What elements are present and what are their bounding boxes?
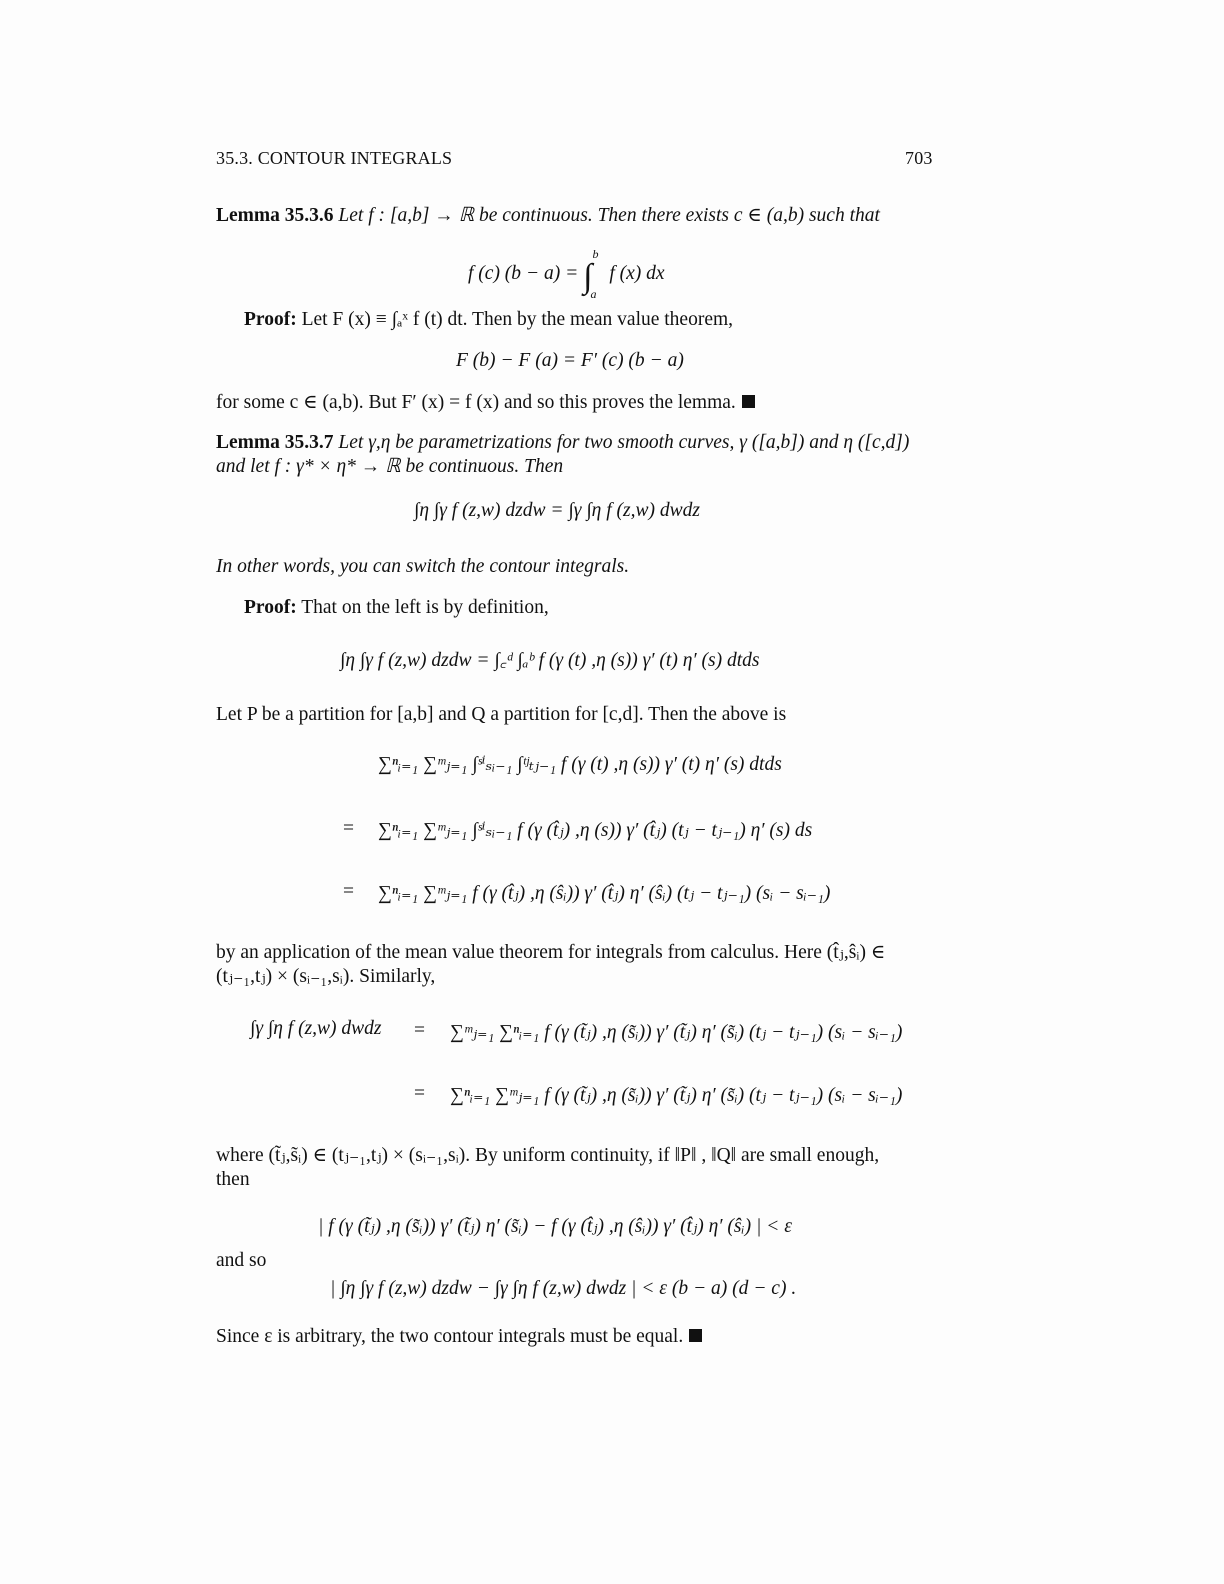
- lemma-2-label: Lemma 35.3.7: [216, 432, 334, 453]
- switched-integral-lhs: ∫γ ∫η f (z,w) dwdz: [250, 1018, 382, 1039]
- lemma-2-statement-line2: and let f : γ* × η* → ℝ be continuous. Then: [216, 456, 564, 477]
- mean-value-text-line2: (tⱼ₋₁,tⱼ) × (sᵢ₋₁,sᵢ). Similarly,: [216, 966, 436, 987]
- page-number: 703: [905, 148, 933, 168]
- proof-1-equation: F (b) − F (a) = F′ (c) (b − a): [456, 350, 684, 371]
- integral-symbol: ∫: [583, 258, 593, 295]
- lemma-2-remark: In other words, you can switch the contour integrals.: [216, 556, 630, 577]
- proof-2-conclusion-text: Since ε is arbitrary, the two contour integrals must be equal.: [216, 1326, 684, 1347]
- proof-2-intro: [244, 596, 549, 620]
- lemma-1-eq-lhs: f (c) (b − a) =: [468, 263, 579, 284]
- proof-2-label: Proof:: [244, 597, 297, 618]
- equals-sign-2: =: [343, 818, 354, 839]
- qed-square-icon: [742, 395, 755, 408]
- proof-1-conclusion: [216, 391, 755, 415]
- lemma-2-equation: ∫η ∫γ f (z,w) dzdw = ∫γ ∫η f (z,w) dwdz: [414, 500, 700, 521]
- proof-1-label: Proof:: [244, 309, 297, 330]
- proof-1-conclusion-text: for some c ∈ (a,b). But F′ (x) = f (x) and so this proves the lemma.: [216, 392, 736, 413]
- mean-value-text-line1: by an application of the mean value theorem for integrals from calculus. Here (t̂ⱼ,ŝᵢ) ∈: [216, 942, 886, 963]
- proof-2-definition-equation: ∫η ∫γ f (z,w) dzdw = ∫꜀ᵈ ∫ₐᵇ f (γ (t) ,η (s)) γ′ (t) η′ (s) dtds: [340, 650, 760, 671]
- final-inequality: | ∫η ∫γ f (z,w) dzdw − ∫γ ∫η f (z,w) dwdz | < ε (b − a) (d − c) .: [330, 1278, 797, 1299]
- lemma-1-statement: [216, 204, 880, 228]
- lemma-2-text-line1: Let γ,η be parametrizations for two smooth curves, γ ([a,b]) and η ([c,d]): [338, 432, 910, 453]
- lemma-1-eq-rhs: f (x) dx: [609, 263, 665, 284]
- sum-line-3: ∑ⁿᵢ₌₁ ∑ᵐⱼ₌₁ f (γ (t̂ⱼ) ,η (ŝᵢ)) γ′ (t̂ⱼ) η′ (ŝᵢ) (tⱼ − tⱼ₋₁) (sᵢ − sᵢ₋₁): [378, 883, 831, 904]
- uniform-continuity-line2: then: [216, 1169, 250, 1190]
- and-so-text: and so: [216, 1250, 267, 1271]
- equals-sign-4: =: [414, 1020, 425, 1041]
- equals-sign-5: =: [414, 1083, 425, 1104]
- upper-limit: b: [592, 246, 599, 261]
- lemma-1-equation: [468, 246, 665, 301]
- switched-sum-line1: ∑ᵐⱼ₌₁ ∑ⁿᵢ₌₁ f (γ (t̃ⱼ) ,η (s̃ᵢ)) γ′ (t̃ⱼ) η′ (s̃ᵢ) (tⱼ − tⱼ₋₁) (sᵢ − sᵢ₋₁): [450, 1022, 903, 1043]
- proof-2-partition-text: Let P be a partition for [a,b] and Q a partition for [c,d]. Then the above is: [216, 704, 787, 725]
- lemma-1-label: Lemma 35.3.6: [216, 205, 334, 226]
- epsilon-inequality: | f (γ (t̃ⱼ) ,η (s̃ᵢ)) γ′ (t̃ⱼ) η′ (s̃ᵢ) − f (γ (t̂ⱼ) ,η (ŝᵢ)) γ′ (t̂ⱼ) η′ (ŝᵢ) | < ε: [318, 1216, 792, 1237]
- sum-line-2: ∑ⁿᵢ₌₁ ∑ᵐⱼ₌₁ ∫ˢⁱₛᵢ₋₁ f (γ (t̂ⱼ) ,η (s)) γ′ (t̂ⱼ) (tⱼ − tⱼ₋₁) η′ (s) ds: [378, 820, 813, 841]
- proof-1: [244, 308, 733, 332]
- uniform-continuity-line1: where (t̃ⱼ,s̃ᵢ) ∈ (tⱼ₋₁,tⱼ) × (sᵢ₋₁,sᵢ). By uniform continuity, if ‖P‖ , ‖Q‖ are small enough,: [216, 1145, 880, 1166]
- equals-sign-3: =: [343, 881, 354, 902]
- sum-line-1: ∑ⁿᵢ₌₁ ∑ᵐⱼ₌₁ ∫ˢⁱₛᵢ₋₁ ∫ᵗʲₜⱼ₋₁ f (γ (t) ,η (s)) γ′ (t) η′ (s) dtds: [378, 754, 782, 775]
- switched-sum-line2: ∑ⁿᵢ₌₁ ∑ᵐⱼ₌₁ f (γ (t̃ⱼ) ,η (s̃ᵢ)) γ′ (t̃ⱼ) η′ (s̃ᵢ) (tⱼ − tⱼ₋₁) (sᵢ − sᵢ₋₁): [450, 1085, 903, 1106]
- running-header-section: 35.3. CONTOUR INTEGRALS: [216, 148, 453, 168]
- lemma-1-text: Let f : [a,b] → ℝ be continuous. Then there exists c ∈ (a,b) such that: [338, 205, 880, 226]
- proof-2-intro-text: That on the left is by definition,: [301, 597, 549, 618]
- proof-2-conclusion: [216, 1325, 702, 1349]
- lower-limit: a: [590, 286, 597, 301]
- proof-1-text: Let F (x) ≡ ∫ₐˣ f (t) dt. Then by the mean value theorem,: [301, 309, 734, 330]
- lemma-2-statement-line1: [216, 431, 909, 455]
- qed-square-icon: [689, 1329, 702, 1342]
